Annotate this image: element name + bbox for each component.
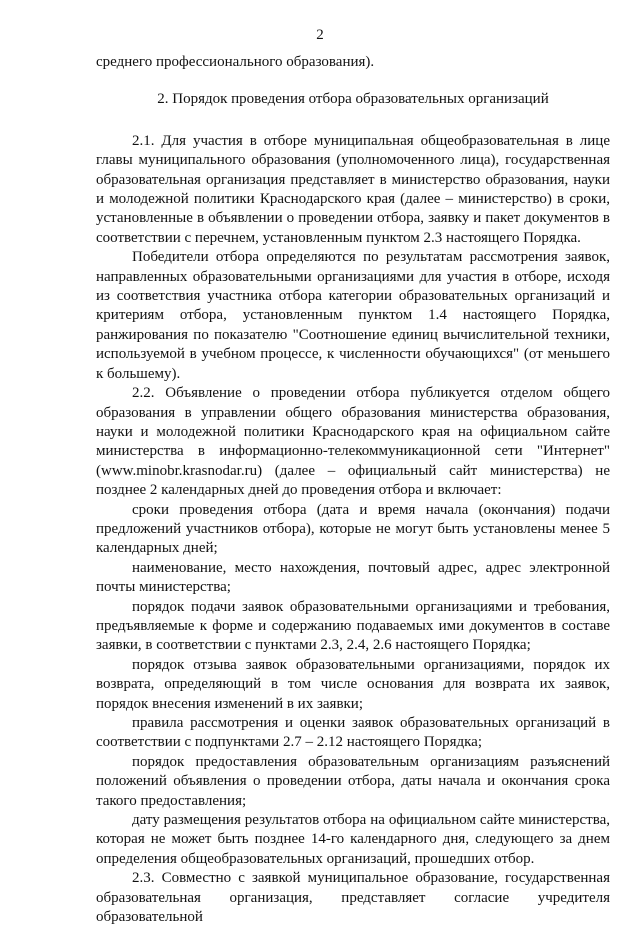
section-heading: 2. Порядок проведения отбора образовательных организаций <box>157 91 549 108</box>
page-number: 2 <box>316 27 324 43</box>
paragraph: 2.2. Объявление о проведении отбора публикуется отделом общего образования в управлении общего образования министерства образования, науки и молодежной политики Краснодарского края на официальном сайте министерства в информационно-телекоммуникационной сети "Интернет" (www.minobr.krasnodar.ru) (далее – официальный сайт министерства) не позднее 2 календарных дней до проведения отбора и включает: <box>96 385 610 499</box>
paragraph: 2.3. Совместно с заявкой муниципальное образование, государственная образовательная организация, представляет согласие учредителя образовательной <box>96 870 610 926</box>
list-item: правила рассмотрения и оценки заявок образовательных организаций в соответствии с подпунктами 2.7 – 2.12 настоящего Порядка; <box>96 715 610 751</box>
list-item: порядок отзыва заявок образовательными организациями, порядок их возврата, определяющий в том числе основания для возврата их заявок, порядок внесения изменений в их заявки; <box>96 656 610 712</box>
list-item: дату размещения результатов отбора на официальном сайте министерства, которая не может быть позднее 14-го календарного дня, следующего за днем определения общеобразовательных организаций, прошедших отбор. <box>96 812 610 867</box>
list-item: наименование, место нахождения, почтовый адрес, адрес электронной почты министерства; <box>96 559 610 596</box>
continuation-text: среднего профессионального образования). <box>96 54 375 70</box>
list-item: порядок предоставления образовательным организациям разъяснений положений объявления о проведении отбора, даты начала и окончания срока такого предоставления; <box>96 753 610 809</box>
list-item: порядок подачи заявок образовательными организациями и требования, предъявляемые к форме и содержанию подаваемых ими документов в составе заявки, в соответствии с пунктами 2.3, 2.4, 2.6 настоящего Порядка; <box>96 598 610 654</box>
document-body <box>96 53 610 927</box>
paragraph: Победители отбора определяются по результатам рассмотрения заявок, направленных образовательными организациями для участия в отборе, исходя из соответствия участника отбора категории образовательных организаций и критериям отбора, установленным пунктом 1.4 настоящего Порядка, ранжирования по показателю "Соотношение единиц вычислительной техники, используемой в учебном процессе, к численности обучающихся" (от меньшего к большему). <box>96 249 610 382</box>
list-item: сроки проведения отбора (дата и время начала (окончания) подачи предложений участников отбора), которые не могут быть установлены менее 5 календарных дней; <box>96 501 610 557</box>
paragraph: 2.1. Для участия в отборе муниципальная общеобразовательная в лице главы муниципального образования (уполномоченного лица), государственная образовательная организация представляет в министерство образования, науки и молодежной политики Краснодарского края (далее – министерство) в сроки, установленные в объявлении о проведении отбора, заявку и пакет документов в соответствии с перечнем, установленным пунктом 2.3 настоящего Порядка. <box>96 132 610 246</box>
